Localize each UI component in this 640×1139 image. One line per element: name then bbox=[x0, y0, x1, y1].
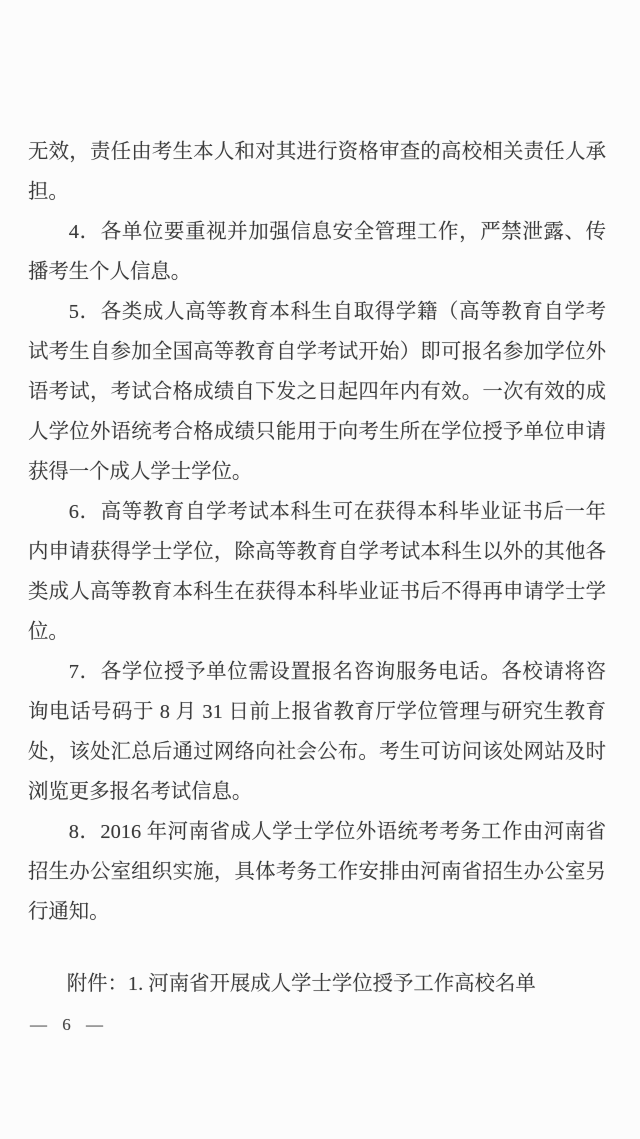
text-line: 招生办公室组织实施，具体考务工作安排由河南省招生办公室另 bbox=[28, 861, 606, 883]
text-line: 语考试，考试合格成绩自下发之日起四年内有效。一次有效的成 bbox=[28, 381, 606, 403]
text-line: 人学位外语统考合格成绩只能用于向考生所在学位授予单位申请 bbox=[28, 421, 606, 443]
text-line: 8．2016 年河南省成人学士学位外语统考考务工作由河南省 bbox=[68, 821, 606, 843]
text-line: 4．各单位要重视并加强信息安全管理工作，严禁泄露、传 bbox=[68, 221, 606, 243]
text-line: 担。 bbox=[28, 181, 69, 203]
text-line: 内申请获得学士学位，除高等教育自学考试本科生以外的其他各 bbox=[28, 541, 606, 563]
text-line: 处，该处汇总后通过网络向社会公布。考生可访问该处网站及时 bbox=[28, 741, 606, 763]
text-line: 试考生自参加全国高等教育自学考试开始）即可报名参加学位外 bbox=[28, 341, 606, 363]
page-number: — 6 — bbox=[30, 1015, 104, 1034]
text-line: 无效，责任由考生本人和对其进行资格审查的高校相关责任人承 bbox=[28, 141, 606, 163]
document-body bbox=[28, 132, 606, 932]
text-line: 询电话号码于 8 月 31 日前上报省教育厅学位管理与研究生教育 bbox=[28, 701, 606, 723]
text-line: 7．各学位授予单位需设置报名咨询服务电话。各校请将咨 bbox=[68, 661, 606, 683]
text-line: 行通知。 bbox=[28, 901, 110, 923]
text-line: 位。 bbox=[28, 621, 69, 643]
text-line: 6．高等教育自学考试本科生可在获得本科毕业证书后一年 bbox=[68, 501, 606, 523]
text-line: 播考生个人信息。 bbox=[28, 261, 192, 283]
text-line: 类成人高等教育本科生在获得本科毕业证书后不得再申请学士学 bbox=[28, 581, 606, 603]
attachment-line: 附件：1. 河南省开展成人学士学位授予工作高校名单 bbox=[66, 973, 536, 995]
text-line: 5．各类成人高等教育本科生自取得学籍（高等教育自学考 bbox=[68, 301, 606, 323]
text-line: 浏览更多报名考试信息。 bbox=[28, 781, 253, 803]
text-line: 获得一个成人学士学位。 bbox=[28, 461, 253, 483]
